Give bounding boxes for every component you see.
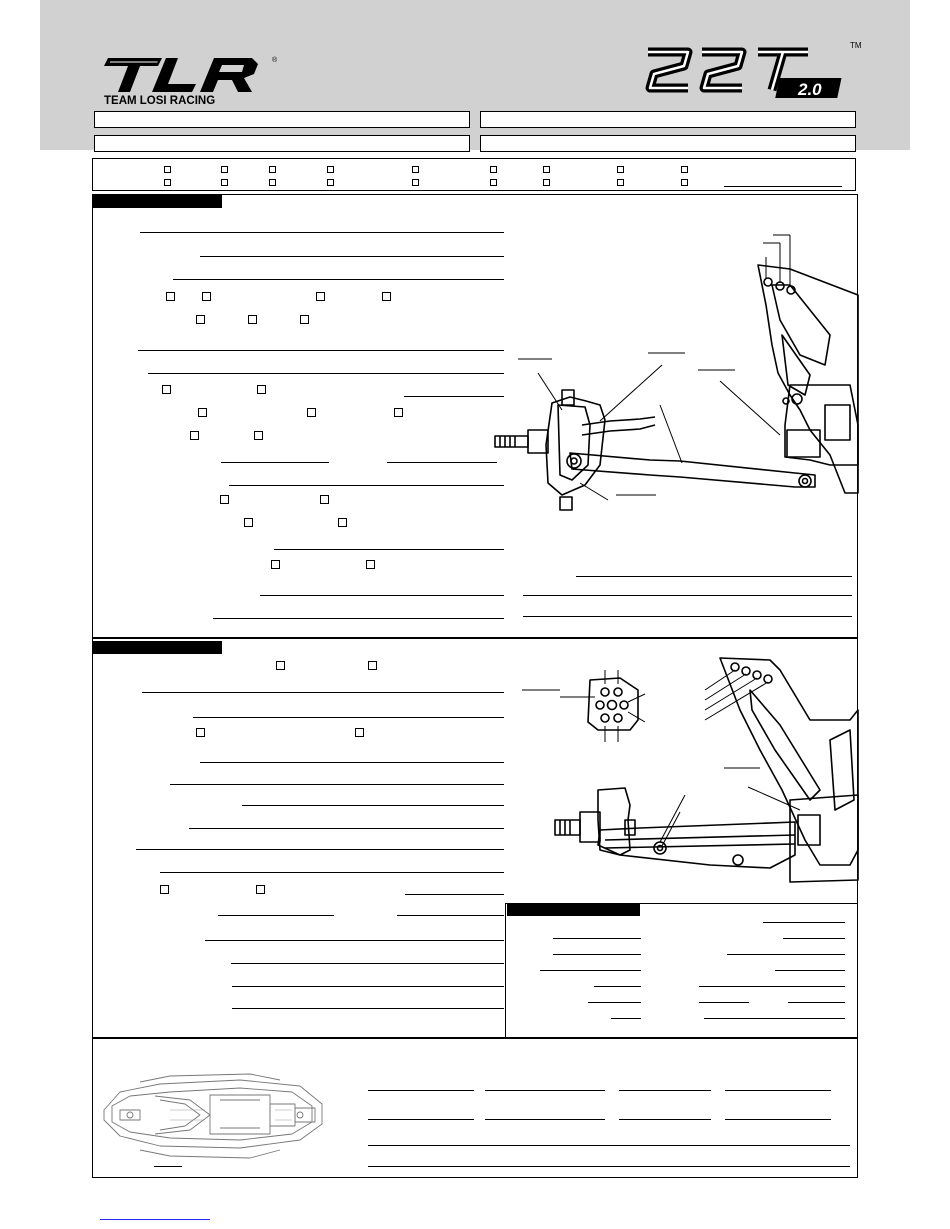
entry-line[interactable] xyxy=(232,1008,504,1009)
date-field[interactable] xyxy=(480,111,856,128)
checkbox-icon[interactable] xyxy=(248,315,257,324)
checkbox-icon[interactable] xyxy=(221,179,228,186)
checkbox-icon[interactable] xyxy=(412,166,419,173)
checkbox-icon[interactable] xyxy=(196,728,205,737)
rear-subtable-header-tab xyxy=(507,903,640,916)
checkbox-icon[interactable] xyxy=(254,431,263,440)
entry-line[interactable] xyxy=(588,1002,641,1003)
checkbox-icon[interactable] xyxy=(617,179,624,186)
checkbox-icon[interactable] xyxy=(190,431,199,440)
entry-line[interactable] xyxy=(485,1119,605,1120)
checkbox-icon[interactable] xyxy=(257,385,266,394)
entry-line[interactable] xyxy=(619,1119,711,1120)
entry-line[interactable] xyxy=(619,1090,711,1091)
checkbox-icon[interactable] xyxy=(160,885,169,894)
checkbox-icon[interactable] xyxy=(166,292,175,301)
checkbox-icon[interactable] xyxy=(681,166,688,173)
entry-line[interactable] xyxy=(523,616,852,617)
entry-line[interactable] xyxy=(775,970,845,971)
footer-link-underline[interactable] xyxy=(100,1219,210,1220)
entry-line[interactable] xyxy=(368,1119,474,1120)
entry-line[interactable] xyxy=(783,938,845,939)
entry-line[interactable] xyxy=(140,232,504,233)
checkbox-icon[interactable] xyxy=(307,408,316,417)
entry-line[interactable] xyxy=(725,1090,831,1091)
entry-line[interactable] xyxy=(788,1002,845,1003)
checkbox-icon[interactable] xyxy=(221,166,228,173)
checkbox-icon[interactable] xyxy=(681,179,688,186)
checkbox-icon[interactable] xyxy=(412,179,419,186)
checkbox-icon[interactable] xyxy=(269,179,276,186)
checkbox-icon[interactable] xyxy=(327,166,334,173)
other-condition-line[interactable] xyxy=(724,186,842,187)
checkbox-icon[interactable] xyxy=(300,315,309,324)
checkbox-icon[interactable] xyxy=(617,166,624,173)
model-logo xyxy=(640,38,865,100)
entry-line[interactable] xyxy=(229,485,504,486)
rear-suspension-diagram xyxy=(520,650,860,890)
checkbox-icon[interactable] xyxy=(382,292,391,301)
checkbox-icon[interactable] xyxy=(244,518,253,527)
entry-line[interactable] xyxy=(404,396,504,397)
entry-line[interactable] xyxy=(699,986,845,987)
entry-line[interactable] xyxy=(699,1002,749,1003)
brand-logo-tagline: TEAM LOSI RACING xyxy=(104,95,216,107)
checkbox-icon[interactable] xyxy=(202,292,211,301)
checkbox-icon[interactable] xyxy=(543,179,550,186)
entry-line[interactable] xyxy=(221,462,329,463)
entry-line[interactable] xyxy=(611,1018,641,1019)
checkbox-icon[interactable] xyxy=(543,166,550,173)
entry-line[interactable] xyxy=(260,595,504,596)
entry-line[interactable] xyxy=(274,549,504,550)
entry-line[interactable] xyxy=(200,256,504,257)
checkbox-icon[interactable] xyxy=(490,166,497,173)
svg-text:®: ® xyxy=(272,57,278,64)
entry-line[interactable] xyxy=(368,1145,850,1146)
chassis-label-line[interactable] xyxy=(154,1166,182,1167)
checkbox-icon[interactable] xyxy=(220,495,229,504)
front-suspension-diagram xyxy=(490,225,860,515)
svg-text:2.0: 2.0 xyxy=(798,80,822,99)
name-field[interactable] xyxy=(94,111,470,128)
checkbox-icon[interactable] xyxy=(256,885,265,894)
checkbox-icon[interactable] xyxy=(271,560,280,569)
checkbox-icon[interactable] xyxy=(327,179,334,186)
brand-logo xyxy=(100,52,280,108)
entry-line[interactable] xyxy=(218,915,334,916)
entry-line[interactable] xyxy=(553,954,641,955)
rear-section-header-tab xyxy=(92,641,222,654)
entry-line[interactable] xyxy=(170,784,504,785)
chassis-diagram xyxy=(100,1070,325,1160)
entry-line[interactable] xyxy=(368,1090,474,1091)
entry-line[interactable] xyxy=(485,1090,605,1091)
entry-line[interactable] xyxy=(368,1166,850,1167)
checkbox-icon[interactable] xyxy=(164,179,171,186)
entry-line[interactable] xyxy=(725,1119,831,1120)
checkbox-icon[interactable] xyxy=(366,560,375,569)
entry-line[interactable] xyxy=(242,805,504,806)
checkbox-icon[interactable] xyxy=(162,385,171,394)
entry-line[interactable] xyxy=(148,373,504,374)
checkbox-icon[interactable] xyxy=(198,408,207,417)
entry-line[interactable] xyxy=(160,872,504,873)
entry-line[interactable] xyxy=(142,692,504,693)
checkbox-icon[interactable] xyxy=(164,166,171,173)
entry-line[interactable] xyxy=(704,1018,845,1019)
entry-line[interactable] xyxy=(594,986,641,987)
entry-line[interactable] xyxy=(763,922,845,923)
checkbox-icon[interactable] xyxy=(368,661,377,670)
entry-line[interactable] xyxy=(138,350,504,351)
checkbox-icon[interactable] xyxy=(394,408,403,417)
checkbox-icon[interactable] xyxy=(490,179,497,186)
entry-line[interactable] xyxy=(397,915,504,916)
checkbox-icon[interactable] xyxy=(316,292,325,301)
checkbox-icon[interactable] xyxy=(196,315,205,324)
entry-line[interactable] xyxy=(232,986,504,987)
entry-line[interactable] xyxy=(553,938,641,939)
entry-line[interactable] xyxy=(205,940,504,941)
entry-line[interactable] xyxy=(200,762,504,763)
svg-text:TM: TM xyxy=(850,41,862,50)
front-section-header-tab xyxy=(92,195,222,208)
event-field[interactable] xyxy=(94,135,470,152)
entry-line[interactable] xyxy=(387,462,497,463)
entry-line[interactable] xyxy=(189,828,504,829)
entry-line[interactable] xyxy=(231,963,504,964)
entry-line[interactable] xyxy=(576,576,852,577)
entry-line[interactable] xyxy=(540,970,641,971)
entry-line[interactable] xyxy=(405,894,504,895)
track-field[interactable] xyxy=(480,135,856,152)
entry-line[interactable] xyxy=(523,595,852,596)
checkbox-icon[interactable] xyxy=(276,661,285,670)
checkbox-icon[interactable] xyxy=(269,166,276,173)
brand-logo-mark xyxy=(104,58,258,92)
entry-line[interactable] xyxy=(173,279,504,280)
entry-line[interactable] xyxy=(136,849,504,850)
checkbox-icon[interactable] xyxy=(320,495,329,504)
checkbox-icon[interactable] xyxy=(355,728,364,737)
entry-line[interactable] xyxy=(193,717,504,718)
checkbox-icon[interactable] xyxy=(338,518,347,527)
entry-line[interactable] xyxy=(213,618,504,619)
entry-line[interactable] xyxy=(727,954,845,955)
